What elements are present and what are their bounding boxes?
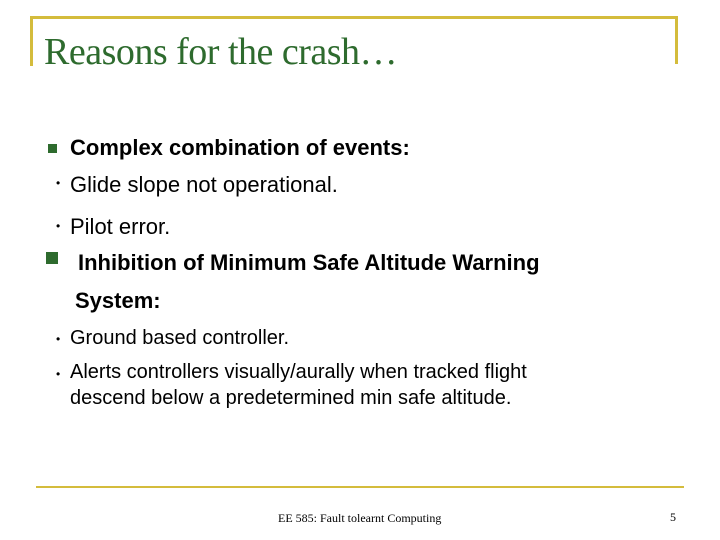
- bullet-alerts-line2: descend below a predetermined min safe altitude.: [70, 387, 512, 409]
- bullet-complex-events: Complex combination of events:: [70, 135, 410, 160]
- dot-bullet-icon: •: [56, 219, 61, 233]
- title-frame-left: [30, 16, 33, 66]
- bullet-msaw-line2: System:: [75, 288, 161, 313]
- footer-course: EE 585: Fault tolearnt Computing: [278, 511, 442, 525]
- dot-bullet-icon: •: [56, 176, 61, 190]
- bullet-alerts-line1: Alerts controllers visually/aurally when tracked flight: [70, 361, 527, 383]
- slide-title: Reasons for the crash…: [44, 31, 398, 73]
- bullet-ground-controller: Ground based controller.: [70, 327, 290, 349]
- square-bullet-icon: [46, 252, 58, 264]
- bullet-msaw-line1: Inhibition of Minimum Safe Altitude Warning: [78, 250, 540, 275]
- title-frame-right: [675, 16, 678, 64]
- dot-bullet-icon: •: [56, 367, 61, 381]
- footer-rule: [36, 486, 684, 488]
- page-number: 5: [670, 510, 676, 524]
- bullet-glide-slope: Glide slope not operational.: [70, 172, 338, 197]
- title-frame-top: [30, 16, 678, 19]
- bullet-pilot-error: Pilot error.: [70, 214, 171, 239]
- dot-bullet-icon: •: [56, 332, 61, 346]
- square-bullet-icon: [48, 144, 57, 153]
